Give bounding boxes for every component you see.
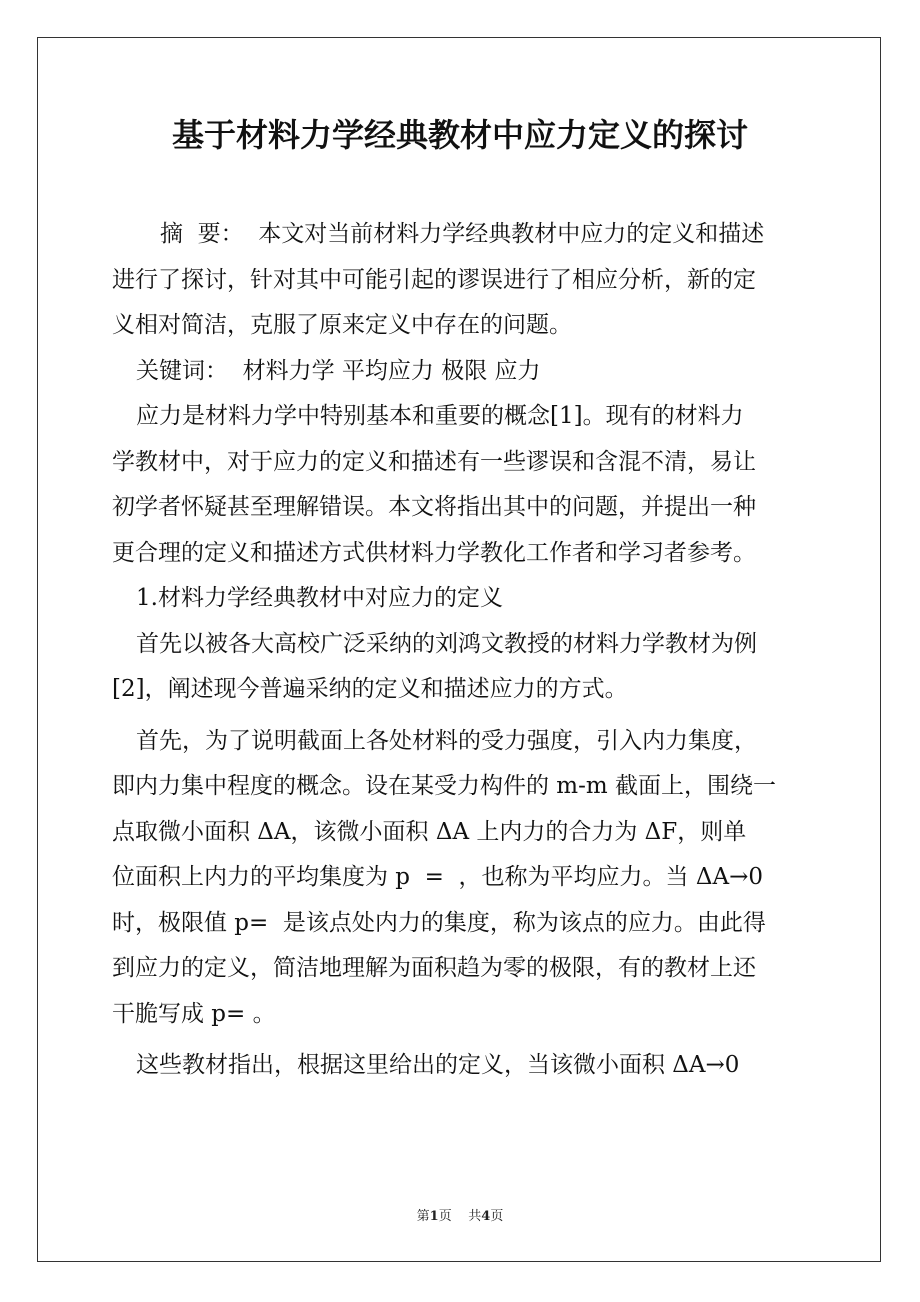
- para3-line-6: 到应力的定义，简洁地理解为面积趋为零的极限，有的教材上还: [112, 955, 756, 981]
- para3-line-4: 位面积上内力的平均集度为 p = ，也称为平均应力。当 ΔA→0: [112, 864, 763, 890]
- para4-line-1: 这些教材指出，根据这里给出的定义，当该微小面积 ΔA→0: [136, 1052, 740, 1078]
- abstract-paragraph: [112, 212, 812, 349]
- para3-line-5: 时，极限值 p= 是该点处内力的集度，称为该点的应力。由此得: [112, 909, 766, 936]
- page-prefix: 第: [416, 1209, 430, 1224]
- section-1-heading: 1.材料力学经典教材中对应力的定义: [136, 585, 503, 611]
- keywords-list: 材料力学 平均应力 极限 应力: [242, 357, 541, 384]
- abstract-line-3: 义相对简洁，克服了原来定义中存在的问题。: [112, 312, 572, 338]
- document-title: 基于材料力学经典教材中应力定义的探讨: [171, 116, 748, 154]
- total-suffix: 页: [490, 1209, 504, 1224]
- keywords-line: [112, 349, 812, 395]
- keywords-paragraph: [112, 349, 812, 395]
- intro-line-1: 应力是材料力学中特别基本和重要的概念[1]。现有的材料力: [136, 403, 744, 429]
- abstract-line-2: 进行了探讨，针对其中可能引起的谬误进行了相应分析，新的定: [112, 266, 756, 293]
- page-suffix: 页: [438, 1209, 452, 1224]
- intro-line-4: 更合理的定义和描述方式供材料力学教化工作者和学习者参考。: [112, 539, 756, 566]
- abstract-label: 摘 要：: [160, 221, 244, 247]
- keywords-label: 关键词：: [136, 357, 228, 384]
- paragraph-3: [112, 719, 812, 1038]
- para3-line-7: 干脆写成 p= 。: [112, 1000, 276, 1027]
- para3-line-1: 首先，为了说明截面上各处材料的受力强度，引入内力集度，: [136, 727, 757, 754]
- para3-line-2: 即内力集中程度的概念。设在某受力构件的 m-m 截面上，围绕一: [112, 773, 777, 799]
- para2-line-1: 首先以被各大高校广泛采纳的刘鸿文教授的材料力学教材为例: [136, 630, 757, 657]
- intro-paragraph: [112, 394, 812, 576]
- total-prefix: 共: [468, 1209, 482, 1224]
- abstract-text: 本文对当前材料力学经典教材中应力的定义和描述: [258, 221, 765, 247]
- abstract-line-1: [112, 212, 812, 258]
- para3-line-3: 点取微小面积 ΔA，该微小面积 ΔA 上内力的合力为 ΔF，则单: [112, 818, 747, 845]
- section-1-heading-block: [112, 576, 812, 622]
- intro-line-3: 初学者怀疑甚至理解错误。本文将指出其中的问题，并提出一种: [112, 494, 756, 520]
- para2-line-2: [2]，阐述现今普遍采纳的定义和描述应力的方式。: [112, 676, 628, 702]
- current-page-number: 1: [429, 1209, 439, 1224]
- page-footer: [0, 1205, 920, 1224]
- paragraph-4: [112, 1043, 812, 1089]
- paragraph-2: [112, 622, 812, 713]
- intro-line-2: 学教材中，对于应力的定义和描述有一些谬误和含混不清，易让: [112, 448, 756, 475]
- total-pages-number: 4: [481, 1209, 491, 1224]
- document-body: [112, 212, 812, 1089]
